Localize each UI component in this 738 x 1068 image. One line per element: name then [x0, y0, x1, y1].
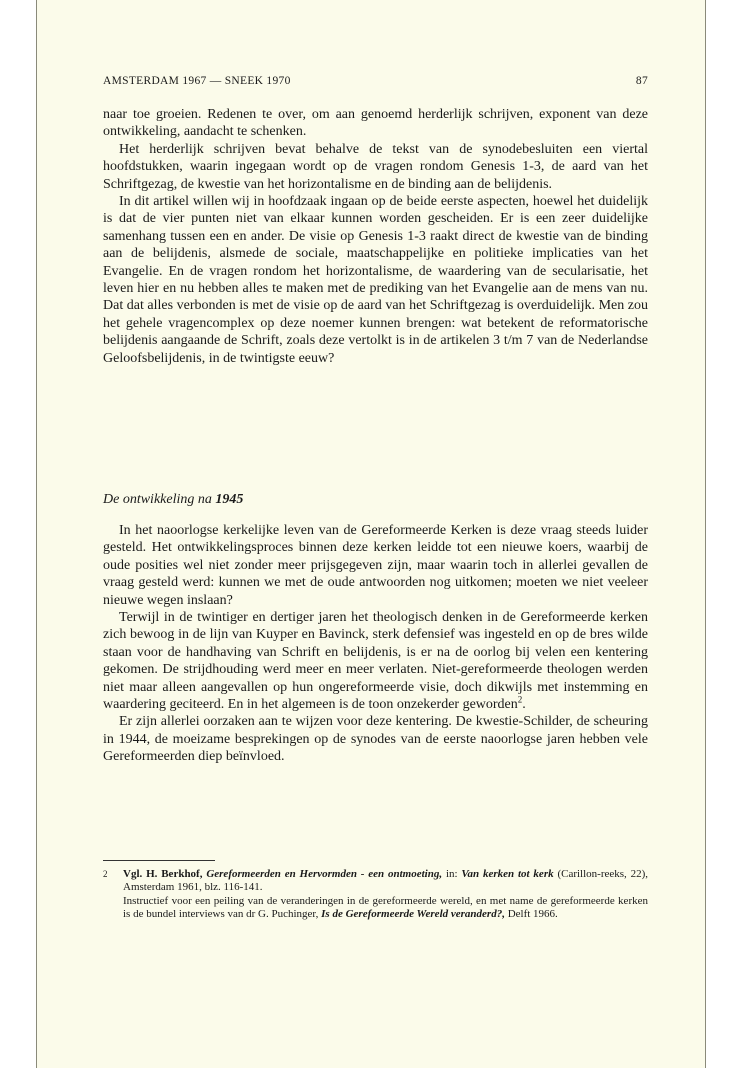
footnote-number: 2 — [103, 869, 108, 879]
footnote-reference[interactable]: 2 — [517, 694, 523, 705]
paragraph: In het naoorlogse kerkelijke leven van de Gereformeerde Kerken is deze vraag steeds luider gesteld. Het ontwikkelingsproces binnen deze kerken leidde tot een nieuwe koers, waarbij de oude posities wel niet zonder meer prijsgegeven zijn, maar waarin toch in allerlei gevallen de vraag gesteld werd: kunnen we met de oude antwoorden nog uitkomen; moeten we niet veeleer nieuwe wegen inslaan? — [103, 523, 648, 608]
section-heading-year: 1945 — [215, 492, 244, 507]
footnote-title: Gereformeerden en Hervormden - een ontmoeting, — [206, 868, 443, 880]
footnote — [103, 868, 648, 922]
running-header — [103, 75, 648, 93]
paragraph-end: . — [522, 697, 526, 713]
scanned-page — [36, 0, 706, 1068]
footnote-line — [123, 868, 648, 895]
paragraph — [103, 609, 648, 713]
paragraph: In dit artikel willen wij in hoofdzaak ingaan op de beide eerste aspecten, hoewel het duidelijk is dat de vier punten niet van elkaar kunnen worden gescheiden. Er is een zeer duidelijke samenhang tussen een en ander. De visie op Genesis 1-3 raakt direct de kwestie van de binding aan de belijdenis, alsmede de sociale, maatschappelijke en politieke implicaties van het Evangelie. En de vragen rondom het horizontalisme, de waardering van de secularisatie, het leven hier en nu hebben alles te maken met de prediking van het Evangelie aan de mens van nu. Dat dat alles verbonden is met de visie op de aard van het Schriftgezag is overduidelijk. Men zou het gehele vragencomplex op deze noemer kunnen brengen: wat betekent de reformatorische belijdenis aangaande de Schrift, zoals deze vertolkt is in de artikelen 3 t/m 7 van de Nederlandse Geloofsbelijdenis, in de twintigste eeuw? — [103, 194, 648, 366]
footnote-publication: Delft 1966. — [507, 908, 558, 921]
footnote-book: Van kerken tot kerk — [461, 868, 554, 880]
footnote-line — [123, 895, 648, 922]
running-title: AMSTERDAM 1967 — SNEEK 1970 — [103, 75, 291, 87]
paragraph: Er zijn allerlei oorzaken aan te wijzen voor deze kentering. De kwestie-Schilder, de scheuring in 1944, de moeizame besprekingen op de synodes van de eerste naoorlogse jaren hebben vele Gereformeerden diep beïnvloed. — [103, 714, 648, 765]
footnote-divider — [103, 860, 215, 861]
footnote-author: Vgl. H. Berkhof, — [123, 868, 203, 880]
section-heading-text: De ontwikkeling na — [103, 492, 212, 507]
paragraph: naar toe groeien. Redenen te over, om aan genoemd herderlijk schrijven, exponent van deze ontwikkeling, aandacht te schenken. — [103, 107, 648, 140]
paragraph-text: Terwijl in de twintiger en dertiger jaren het theologisch denken in de Gereformeerde kerken zich bewoog in de lijn van Kuyper en Bavinck, sterk defensief was ingesteld en op de bres wilde staan voor de handhaving van Schrift en belijdenis, is er na de oorlog bij velen een kentering gekomen. De strijdhouding werd meer en meer verlaten. Niet-gereformeerde theologen werden niet maar alleen aangevallen op hun ongereformeerde visie, doch dikwijls met instemming en waardering geciteerd. En in het algemeen is de toon onzekerder geworden — [103, 610, 648, 713]
paragraph: Het herderlijk schrijven bevat behalve de tekst van de synodebesluiten een viertal hoofdstukken, waarin ingegaan wordt op de vragen rondom Genesis 1-3, de aard van het Schriftgezag, de kwestie van het horizontalisme en de binding aan de belijdenis. — [103, 141, 648, 192]
footnote-book: Is de Gereformeerde Wereld veranderd?, — [321, 908, 505, 921]
section-body-text — [103, 522, 648, 766]
footnote-in: in: — [445, 868, 458, 880]
section-heading — [103, 492, 648, 508]
body-text — [103, 106, 648, 367]
page-number: 87 — [635, 75, 648, 87]
footnote-publication: (Carillon-reeks, 22), Amsterdam 1961, blz. 116-141. — [123, 868, 649, 894]
footnote-text: Instructief voor een peiling van de veranderingen in de gereformeerde wereld, en met name de gereformeerde kerken is de bundel interviews van dr G. Puchinger, — [123, 894, 648, 921]
